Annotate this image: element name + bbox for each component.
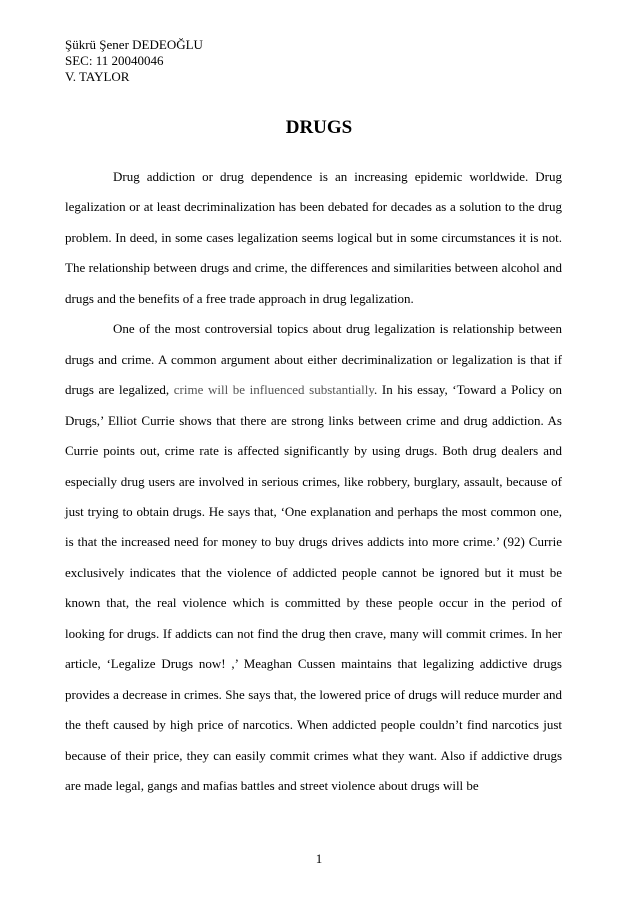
highlighted-phrase: crime will be influenced substantially [173, 382, 375, 398]
paragraph-2 [65, 314, 562, 801]
section-id: SEC: 11 20040046 [65, 53, 164, 68]
paragraph-1: Drug addiction or drug dependence is an increasing epidemic worldwide. Drug legalization or at least decriminalization has been debated for decades as a solution to the drug problem. In deed, in some cases legalization seems logical but in some circumstances it is not. The relationship between drugs and crime, the differences and similarities between alcohol and drugs and the benefits of a free trade approach in drug legalization. [65, 169, 562, 306]
instructor-name: V. TAYLOR [65, 69, 130, 84]
essay-body [65, 162, 562, 802]
document-header [65, 37, 203, 85]
page-title: DRUGS [285, 117, 353, 138]
paragraph-2-start: One of the most controversial topics about drug legalization is relationship between drugs and crime. A common argument about either decriminalization or legalization is that if drugs are legalized, [65, 321, 562, 398]
paragraph-2-rest: . In his essay, ‘Toward a Policy on Drugs,’ Elliot Currie shows that there are strong links between crime and drug addiction. As Currie points out, crime rate is affected significantly by using drugs. Both drug dealers and especially drug users are involved in serious crimes, like robbery, burglary, assault, because of just trying to obtain drugs. He says that, ‘One explanation and perhaps the most common one, is that the increased need for money to buy drugs drives addicts into more crime.’ (92) Currie exclusively indicates that the violence of addicted people cannot be ignored but it must be known that, the real violence which is committed by these people occur in the period of looking for drugs. If addicts can not find the drug then crave, many will commit crimes. In her article, ‘Legalize Drugs now! ,’ Meaghan Cussen maintains that legalizing addictive drugs provides a decrease in crimes. She says that, the lowered price of drugs will reduce murder and the theft caused by high price of narcotics. When addicted people couldn’t find narcotics just because of their price, they can easily commit crimes what they want. Also if addictive drugs are made legal, gangs and mafias battles and street violence about drugs will be [65, 382, 562, 794]
page-number: 1 [315, 851, 323, 866]
author-name: Şükrü Şener DEDEOĞLU [65, 37, 203, 52]
